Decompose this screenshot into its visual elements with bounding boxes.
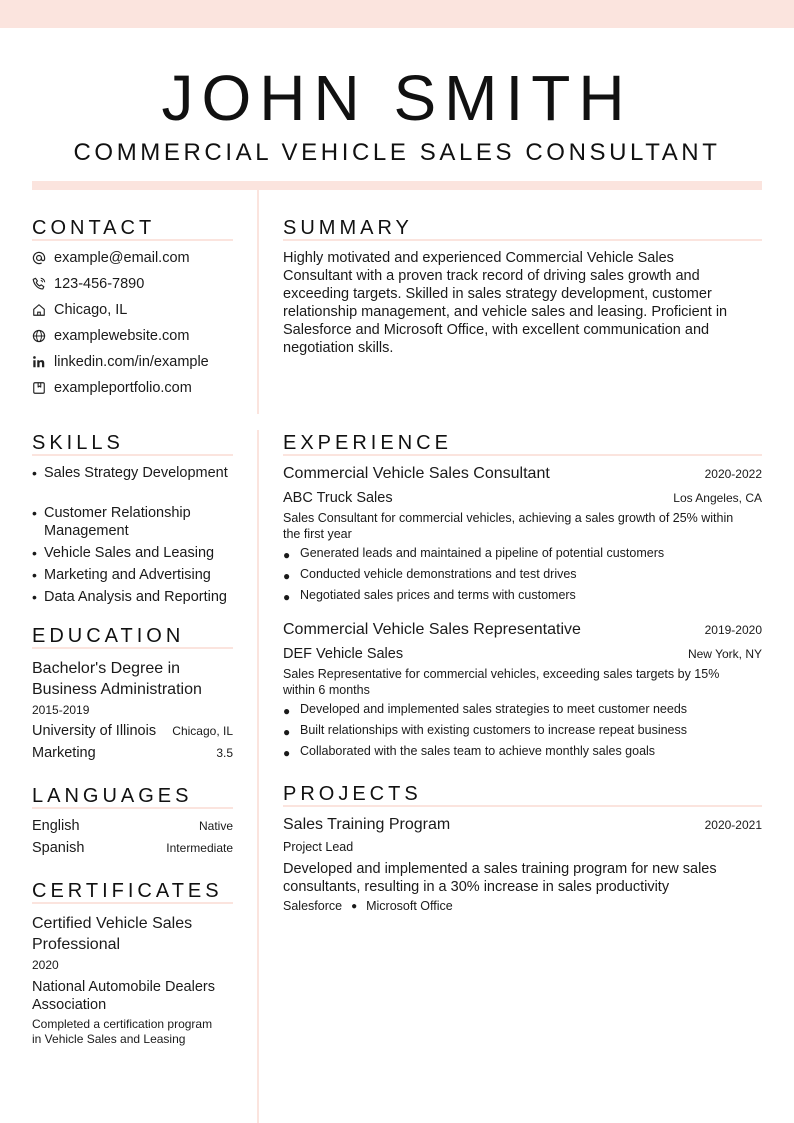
contact-email-text: example@email.com xyxy=(54,250,190,266)
column-divider-bottom xyxy=(257,430,259,1123)
summary-heading: SUMMARY xyxy=(283,217,413,239)
job-bullet xyxy=(283,701,687,717)
bullet-dot: ● xyxy=(283,746,291,760)
contact-portfolio-text: exampleportfolio.com xyxy=(54,380,192,396)
contact-website-text: examplewebsite.com xyxy=(54,328,190,344)
column-divider-top xyxy=(257,190,259,414)
certificate-desc-line: in Vehicle Sales and Leasing xyxy=(32,1032,186,1046)
job-title-row xyxy=(283,621,762,639)
job-company: ABC Truck Sales xyxy=(283,490,393,506)
contact-rule xyxy=(32,239,233,241)
summary-text xyxy=(283,249,762,357)
certificate-name-line: Professional xyxy=(32,936,121,953)
languages-rule xyxy=(32,807,233,809)
education-location: Chicago, IL xyxy=(172,724,233,738)
job-bullet-text: Collaborated with the sales team to achieve monthly sales goals xyxy=(300,744,656,758)
top-accent-band xyxy=(0,0,794,28)
education-school: University of Illinois xyxy=(32,723,157,739)
certificates-rule xyxy=(32,902,233,904)
job-bullet xyxy=(283,743,655,759)
summary-line: Consultant with a proven track record of driving sales growth and xyxy=(283,268,700,284)
skill-text: Data Analysis and Reporting xyxy=(44,589,227,605)
candidate-name: JOHN SMITH xyxy=(161,62,633,134)
skill-text: Vehicle Sales and Leasing xyxy=(44,545,215,561)
language-name: Spanish xyxy=(32,840,85,856)
job-title-row xyxy=(283,465,762,483)
job-title: Commercial Vehicle Sales Consultant xyxy=(283,465,550,482)
linkedin-icon xyxy=(32,355,46,369)
job-location: Los Angeles, CA xyxy=(673,491,762,505)
job-dates: 2020-2022 xyxy=(704,467,762,481)
contact-heading: CONTACT xyxy=(32,217,156,239)
experience-heading: EXPERIENCE xyxy=(283,432,452,454)
home-icon xyxy=(32,303,46,317)
certificate-issuer xyxy=(32,978,237,1014)
skills-heading: SKILLS xyxy=(32,432,124,454)
header-divider xyxy=(32,181,762,190)
skills-rule xyxy=(32,454,233,456)
contact-email[interactable] xyxy=(32,248,190,268)
job-bullet xyxy=(283,545,664,561)
job-bullet xyxy=(283,587,576,603)
language-name: English xyxy=(32,818,80,834)
project-role: Project Lead xyxy=(283,840,354,854)
summary-line: exceeding targets. Skilled in sales strategy development, customer xyxy=(283,286,712,302)
contact-location xyxy=(32,300,127,320)
bullet-dot: ● xyxy=(283,569,291,583)
language-row xyxy=(32,818,233,834)
summary-line: negotiation skills. xyxy=(283,340,394,356)
separator-dot: ● xyxy=(351,901,358,912)
job-company: DEF Vehicle Sales xyxy=(283,646,404,662)
summary-rule xyxy=(283,239,762,241)
summary-line: relationship management, and vehicle sales and leasing. Proficient in xyxy=(283,304,728,320)
skill-text: Sales Strategy Development xyxy=(44,465,228,481)
skill-item xyxy=(32,588,237,606)
job-bullet-text: Negotiated sales prices and terms with customers xyxy=(300,588,576,602)
project-dates: 2020-2021 xyxy=(704,818,762,832)
project-tool: Salesforce xyxy=(283,899,343,913)
skill-item xyxy=(32,464,237,482)
contact-website[interactable] xyxy=(32,326,189,346)
skill-item xyxy=(32,504,237,540)
job-desc-line: Sales Consultant for commercial vehicles, achieving a sales growth of 25% within xyxy=(283,511,734,525)
degree-line: Bachelor's Degree in xyxy=(32,660,181,677)
bullet-dot: • xyxy=(32,545,37,561)
certificate-issuer-line: National Automobile Dealers xyxy=(32,979,215,995)
education-rule xyxy=(32,647,233,649)
language-level: Native xyxy=(198,819,233,833)
certificate-name xyxy=(32,913,237,955)
education-years: 2015-2019 xyxy=(32,703,90,717)
experience-rule xyxy=(283,454,762,456)
project-tool: Microsoft Office xyxy=(366,899,453,913)
certificates-heading: CERTIFICATES xyxy=(32,880,223,902)
languages-heading: LANGUAGES xyxy=(32,785,193,807)
job-company-row xyxy=(283,646,762,662)
certificate-issuer-line: Association xyxy=(32,997,107,1013)
job-bullet-text: Developed and implemented sales strategies to meet customer needs xyxy=(300,702,688,716)
project-tools xyxy=(283,899,453,914)
education-minor-row xyxy=(32,745,233,761)
phone-icon xyxy=(32,277,46,291)
bullet-dot: ● xyxy=(283,704,291,718)
portfolio-icon xyxy=(32,381,46,395)
language-level: Intermediate xyxy=(166,841,233,855)
job-bullet-text: Generated leads and maintained a pipeline of potential customers xyxy=(300,546,665,560)
certificate-year: 2020 xyxy=(32,958,59,972)
job-title: Commercial Vehicle Sales Representative xyxy=(283,621,581,638)
projects-heading: PROJECTS xyxy=(283,783,422,805)
project-title-row xyxy=(283,816,762,834)
contact-location-text: Chicago, IL xyxy=(54,302,128,318)
candidate-role: COMMERCIAL VEHICLE SALES CONSULTANT xyxy=(73,139,721,166)
job-bullet-text: Built relationships with existing customers to increase repeat business xyxy=(300,723,687,737)
certificate-description xyxy=(32,1017,237,1047)
education-minor: Marketing xyxy=(32,745,96,761)
bullet-dot: • xyxy=(32,589,37,605)
education-heading: EDUCATION xyxy=(32,625,185,647)
job-desc-line: within 6 months xyxy=(283,682,370,697)
globe-icon xyxy=(32,329,46,343)
language-row xyxy=(32,840,233,856)
skill-item xyxy=(32,566,237,584)
job-dates: 2019-2020 xyxy=(704,623,762,637)
contact-portfolio[interactable] xyxy=(32,378,192,398)
summary-line: Salesforce and Microsoft Office, with excellent communication and xyxy=(283,322,710,338)
skill-text: Marketing and Advertising xyxy=(44,567,211,583)
project-desc-line: consultants, resulting in a 30% increase in sales productivity xyxy=(283,879,670,895)
job-description xyxy=(283,511,762,542)
bullet-dot: ● xyxy=(283,725,291,739)
bullet-dot: ● xyxy=(283,590,291,604)
job-location: New York, NY xyxy=(687,647,762,661)
job-desc-line: Sales Representative for commercial vehicles, exceeding sales targets by 15% xyxy=(283,667,720,681)
skill-item xyxy=(32,544,237,562)
job-bullet xyxy=(283,722,687,738)
certificate-name-line: Certified Vehicle Sales xyxy=(32,915,193,932)
project-description xyxy=(283,860,762,896)
contact-phone[interactable] xyxy=(32,274,144,294)
project-desc-line: Developed and implemented a sales training program for new sales xyxy=(283,861,717,877)
bullet-dot: • xyxy=(32,567,37,583)
bullet-dot: ● xyxy=(283,548,291,562)
job-bullet-text: Conducted vehicle demonstrations and test drives xyxy=(300,567,577,581)
job-bullet xyxy=(283,566,577,582)
bullet-dot: • xyxy=(32,505,37,521)
job-desc-line: the first year xyxy=(283,526,352,541)
summary-line: Highly motivated and experienced Commercial Vehicle Sales xyxy=(283,250,674,266)
education-school-row xyxy=(32,723,233,739)
contact-linkedin[interactable] xyxy=(32,352,209,372)
at-icon xyxy=(32,251,46,265)
job-company-row xyxy=(283,490,762,506)
project-name: Sales Training Program xyxy=(283,816,451,833)
degree-line: Business Administration xyxy=(32,681,202,698)
job-description xyxy=(283,667,762,698)
education-gpa: 3.5 xyxy=(216,746,233,760)
certificate-desc-line: Completed a certification program xyxy=(32,1017,213,1031)
projects-rule xyxy=(283,805,762,807)
contact-phone-text: 123-456-7890 xyxy=(54,276,145,292)
bullet-dot: • xyxy=(32,465,37,481)
contact-linkedin-text: linkedin.com/in/example xyxy=(54,354,209,370)
education-degree xyxy=(32,658,237,700)
skill-text: Customer Relationship Management xyxy=(44,505,191,539)
